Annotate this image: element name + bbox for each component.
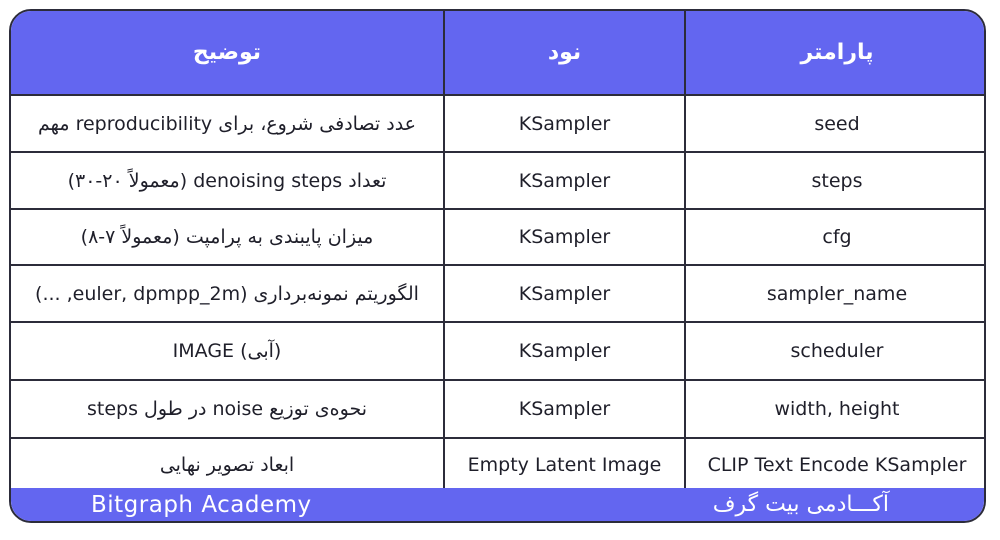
cell-node <box>443 210 684 264</box>
parameter-text: cfg <box>822 226 852 248</box>
description-text: عدد تصادفی شروع، برای reproducibility مهم <box>37 112 417 135</box>
cell-parameter <box>684 210 986 264</box>
cell-parameter <box>684 439 986 490</box>
table-row <box>11 266 984 323</box>
description-text: نحوه‌ی توزیع noise در طول steps <box>87 398 367 420</box>
cell-node <box>443 323 684 379</box>
header-node <box>443 11 684 94</box>
table-frame <box>9 9 986 523</box>
cell-description <box>11 210 443 264</box>
parameter-text: steps <box>811 169 863 192</box>
node-text: KSampler <box>518 398 611 420</box>
table-row <box>11 323 984 381</box>
cell-description <box>11 439 443 490</box>
cell-node <box>443 266 684 321</box>
node-text: KSampler <box>518 112 611 135</box>
cell-parameter <box>684 266 986 321</box>
table-row <box>11 381 984 439</box>
header-description <box>11 11 443 94</box>
parameter-text: CLIP Text Encode KSampler <box>707 453 967 476</box>
description-text: میزان پایبندی به پرامپت (معمولاً ۷-۸) <box>80 226 374 248</box>
node-text: Empty Latent Image <box>467 453 662 476</box>
footer-bar <box>11 488 984 521</box>
description-text: تعداد denoising steps (معمولاً ۲۰-۳۰) <box>67 169 387 192</box>
node-text: KSampler <box>518 226 611 248</box>
node-text: KSampler <box>518 169 611 192</box>
header-description-label: توضیح <box>192 40 262 65</box>
cell-node <box>443 153 684 208</box>
cell-node <box>443 381 684 437</box>
description-text: الگوریتم نمونه‌برداری (euler, dpmpp_2m, ...) <box>35 282 419 305</box>
cell-parameter <box>684 323 986 379</box>
parameter-text: seed <box>814 112 860 135</box>
cell-node <box>443 439 684 490</box>
cell-parameter <box>684 153 986 208</box>
node-text: KSampler <box>518 282 611 305</box>
table-header <box>11 11 984 96</box>
cell-description <box>11 96 443 151</box>
parameter-text: sampler_name <box>766 282 908 305</box>
header-node-label: نود <box>547 40 582 65</box>
description-text: IMAGE (آبی) <box>172 340 282 362</box>
cell-parameter <box>684 381 986 437</box>
cell-parameter <box>684 96 986 151</box>
parameter-text: scheduler <box>790 340 884 362</box>
footer-brand-english: Bitgraph Academy <box>91 491 312 518</box>
header-parameter <box>684 11 986 94</box>
footer-brand-persian: آکـــادمی بیت گرف <box>712 492 889 517</box>
description-text: ابعاد تصویر نهایی <box>159 453 295 476</box>
cell-description <box>11 266 443 321</box>
cell-description <box>11 153 443 208</box>
parameter-text: width, height <box>774 398 900 420</box>
node-text: KSampler <box>518 340 611 362</box>
cell-description <box>11 323 443 379</box>
table-row <box>11 439 984 492</box>
header-parameter-label: پارامتر <box>800 40 874 65</box>
table-row <box>11 153 984 210</box>
table-row <box>11 210 984 266</box>
table-row <box>11 96 984 153</box>
cell-node <box>443 96 684 151</box>
cell-description <box>11 381 443 437</box>
